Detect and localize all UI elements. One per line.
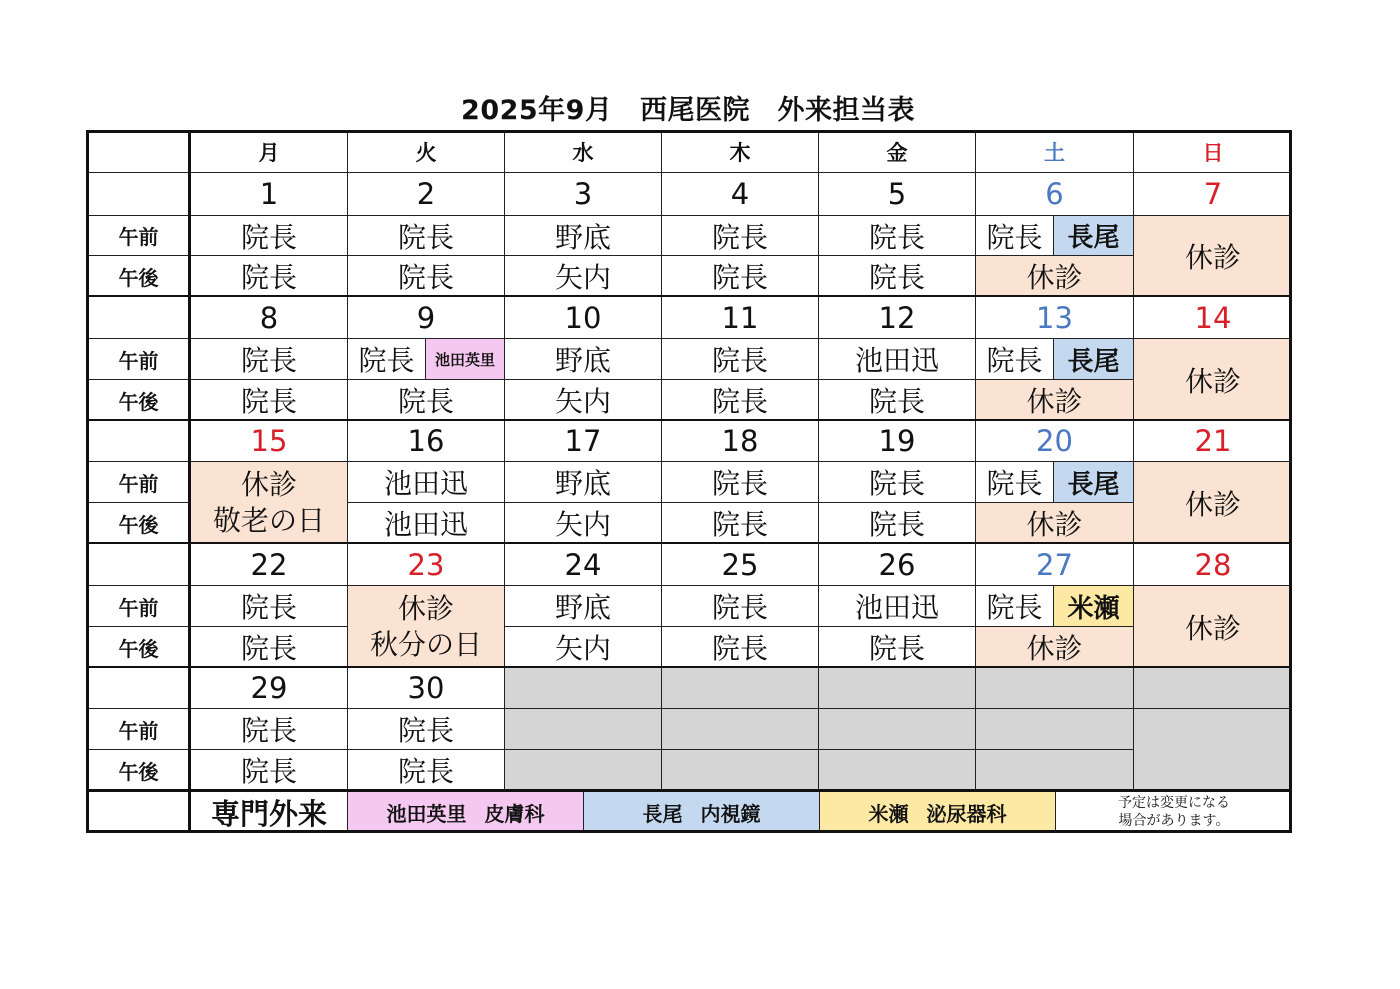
closed-cell-sunday: 休診 xyxy=(1133,338,1292,420)
legend-doctor: 池田英里 xyxy=(386,801,467,826)
date-cell: 9 xyxy=(347,296,504,338)
doctor-cell: 院長 xyxy=(661,502,818,543)
empty-cell xyxy=(504,749,661,790)
slot-label-am: 午前 xyxy=(86,461,190,502)
empty-cell xyxy=(975,708,1133,749)
date-cell: 16 xyxy=(347,420,504,461)
doctor-cell: 院長 xyxy=(818,502,975,543)
empty-cell xyxy=(504,708,661,749)
doctor-cell: 院長 xyxy=(661,215,818,255)
date-cell: 2 xyxy=(347,172,504,215)
legend-doctor: 長尾 xyxy=(642,801,683,826)
doctor-cell: 院長 xyxy=(975,338,1053,379)
doctor-cell: 矢内 xyxy=(504,502,661,543)
slot-label-am: 午前 xyxy=(86,215,190,255)
doctor-cell: 院長 xyxy=(347,708,504,749)
date-cell: 30 xyxy=(347,667,504,708)
empty-cell xyxy=(1133,708,1292,790)
slot-label-pm: 午後 xyxy=(86,379,190,420)
closed-label: 休診 xyxy=(240,467,297,501)
closed-cell-sunday: 休診 xyxy=(1133,215,1292,296)
closed-cell: 休診 xyxy=(975,502,1133,543)
slot-label-pm: 午後 xyxy=(86,502,190,543)
doctor-cell: 院長 xyxy=(661,626,818,667)
holiday-closed-cell xyxy=(347,585,504,667)
date-cell-holiday: 23 xyxy=(347,543,504,585)
footer-label-cell xyxy=(86,790,190,833)
specialist-cell-nagao: 長尾 xyxy=(1053,461,1133,502)
doctor-cell: 野底 xyxy=(504,461,661,502)
date-cell: 22 xyxy=(190,543,347,585)
specialist-cell-nagao: 長尾 xyxy=(1053,338,1133,379)
date-cell: 1 xyxy=(190,172,347,215)
slot-label-pm: 午後 xyxy=(86,255,190,296)
doctor-cell: 院長 xyxy=(818,379,975,420)
doctor-cell: 院長 xyxy=(661,338,818,379)
schedule-table xyxy=(86,130,1292,833)
date-cell: 12 xyxy=(818,296,975,338)
date-cell: 8 xyxy=(190,296,347,338)
doctor-cell: 野底 xyxy=(504,338,661,379)
doctor-cell: 矢内 xyxy=(504,626,661,667)
specialty-clinic-label: 専門外来 xyxy=(190,790,347,833)
doctor-cell: 院長 xyxy=(190,338,347,379)
empty-cell xyxy=(975,667,1133,708)
closed-cell: 休診 xyxy=(975,379,1133,420)
empty-cell xyxy=(661,708,818,749)
slot-label-pm: 午後 xyxy=(86,749,190,790)
date-cell: 17 xyxy=(504,420,661,461)
date-cell-saturday: 13 xyxy=(975,296,1133,338)
date-cell: 5 xyxy=(818,172,975,215)
empty-cell xyxy=(1133,667,1292,708)
closed-cell-sunday: 休診 xyxy=(1133,461,1292,543)
schedule-note xyxy=(1055,790,1292,833)
date-cell-sunday: 14 xyxy=(1133,296,1292,338)
slot-label-am: 午前 xyxy=(86,585,190,626)
doctor-cell: 院長 xyxy=(190,215,347,255)
date-cell: 19 xyxy=(818,420,975,461)
date-row-label xyxy=(86,543,190,585)
specialist-cell-nagao: 長尾 xyxy=(1053,215,1133,255)
doctor-cell: 池田迅 xyxy=(347,461,504,502)
doctor-cell: 院長 xyxy=(661,379,818,420)
doctor-cell: 院長 xyxy=(190,708,347,749)
legend-dept: 皮膚科 xyxy=(484,801,545,826)
doctor-cell: 院長 xyxy=(975,215,1053,255)
date-cell: 11 xyxy=(661,296,818,338)
date-row-label xyxy=(86,667,190,708)
doctor-cell: 院長 xyxy=(661,585,818,626)
date-cell-holiday: 15 xyxy=(190,420,347,461)
weekday-sat: 土 xyxy=(975,130,1133,172)
weekday-mon: 月 xyxy=(190,130,347,172)
date-row-label xyxy=(86,420,190,461)
legend-dept: 泌尿器科 xyxy=(926,801,1007,826)
doctor-cell: 院長 xyxy=(975,461,1053,502)
doctor-cell: 院長 xyxy=(661,461,818,502)
doctor-cell: 院長 xyxy=(818,255,975,296)
specialist-cell-ikeda: 池田英里 xyxy=(425,338,504,379)
doctor-cell: 院長 xyxy=(347,215,504,255)
date-cell: 18 xyxy=(661,420,818,461)
doctor-cell: 矢内 xyxy=(504,255,661,296)
holiday-name: 敬老の日 xyxy=(212,503,325,537)
date-row-label xyxy=(86,172,190,215)
weekday-wed: 水 xyxy=(504,130,661,172)
empty-cell xyxy=(504,667,661,708)
doctor-cell: 院長 xyxy=(190,585,347,626)
doctor-cell: 院長 xyxy=(818,626,975,667)
date-cell: 4 xyxy=(661,172,818,215)
corner-cell xyxy=(86,130,190,172)
date-cell-sunday: 21 xyxy=(1133,420,1292,461)
legend-dept: 内視鏡 xyxy=(700,801,761,826)
legend-doctor: 米瀬 xyxy=(868,801,909,826)
weekday-thu: 木 xyxy=(661,130,818,172)
doctor-cell: 院長 xyxy=(347,255,504,296)
legend-nagao xyxy=(583,790,819,833)
empty-cell xyxy=(661,667,818,708)
doctor-cell: 野底 xyxy=(504,215,661,255)
doctor-cell: 院長 xyxy=(190,626,347,667)
date-cell: 24 xyxy=(504,543,661,585)
doctor-cell: 院長 xyxy=(190,749,347,790)
date-cell-saturday: 6 xyxy=(975,172,1133,215)
doctor-cell: 矢内 xyxy=(504,379,661,420)
holiday-closed-cell xyxy=(190,461,347,543)
page-title: 2025年9月 西尾医院 外来担当表 xyxy=(461,95,915,126)
note-line: 場合があります。 xyxy=(1118,813,1230,829)
empty-cell xyxy=(818,667,975,708)
slot-label-pm: 午後 xyxy=(86,626,190,667)
closed-cell-sunday: 休診 xyxy=(1133,585,1292,667)
doctor-cell: 院長 xyxy=(818,215,975,255)
date-cell: 26 xyxy=(818,543,975,585)
closed-cell: 休診 xyxy=(975,626,1133,667)
date-cell: 3 xyxy=(504,172,661,215)
weekday-fri: 金 xyxy=(818,130,975,172)
holiday-name: 秋分の日 xyxy=(369,627,482,661)
empty-cell xyxy=(975,749,1133,790)
doctor-cell: 院長 xyxy=(661,255,818,296)
doctor-cell: 院長 xyxy=(347,379,504,420)
date-cell-saturday: 27 xyxy=(975,543,1133,585)
doctor-cell: 池田迅 xyxy=(347,502,504,543)
note-line: 予定は変更になる xyxy=(1118,794,1230,811)
doctor-cell: 野底 xyxy=(504,585,661,626)
date-row-label xyxy=(86,296,190,338)
specialist-cell-yonese: 米瀬 xyxy=(1053,585,1133,626)
slot-label-am: 午前 xyxy=(86,338,190,379)
empty-cell xyxy=(818,708,975,749)
closed-cell: 休診 xyxy=(975,255,1133,296)
closed-label: 休診 xyxy=(397,591,454,625)
empty-cell xyxy=(818,749,975,790)
doctor-cell: 院長 xyxy=(190,379,347,420)
doctor-cell: 院長 xyxy=(975,585,1053,626)
weekday-tue: 火 xyxy=(347,130,504,172)
legend-yonese xyxy=(819,790,1055,833)
date-cell: 10 xyxy=(504,296,661,338)
doctor-cell: 院長 xyxy=(190,255,347,296)
doctor-cell: 院長 xyxy=(347,749,504,790)
doctor-cell: 院長 xyxy=(347,338,425,379)
doctor-cell: 院長 xyxy=(818,461,975,502)
doctor-cell: 池田迅 xyxy=(818,585,975,626)
doctor-cell: 池田迅 xyxy=(818,338,975,379)
date-cell-sunday: 28 xyxy=(1133,543,1292,585)
empty-cell xyxy=(661,749,818,790)
date-cell-sunday: 7 xyxy=(1133,172,1292,215)
weekday-sun: 日 xyxy=(1133,130,1292,172)
date-cell: 25 xyxy=(661,543,818,585)
date-cell: 29 xyxy=(190,667,347,708)
legend-ikeda xyxy=(347,790,583,833)
slot-label-am: 午前 xyxy=(86,708,190,749)
date-cell-saturday: 20 xyxy=(975,420,1133,461)
